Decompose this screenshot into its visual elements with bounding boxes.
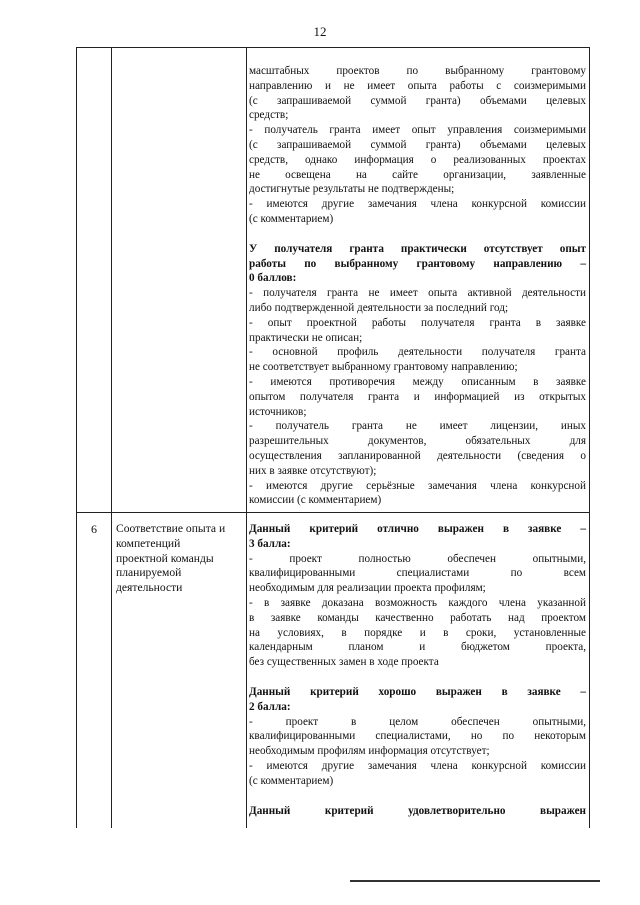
criterion-name <box>116 522 243 596</box>
criterion-line: проектной команды <box>116 551 214 565</box>
row-top-line: - основной профиль деятельности получателя гранта <box>249 346 586 359</box>
row-6-line: 2 балла: <box>249 700 291 713</box>
row-top-line: комиссии (с комментарием) <box>249 494 382 507</box>
row-top-line: направлению и не имеет опыта работы с соизмеримыми <box>249 79 586 92</box>
table-border-top <box>76 47 590 48</box>
row-6-line: необходимым профилям информация отсутствует; <box>249 745 490 758</box>
row-6-line: Данный критерий удовлетворительно выражен <box>249 804 586 817</box>
row-top-line: практически не описан; <box>249 331 363 344</box>
row-6-line: Данный критерий хорошо выражен в заявке – <box>249 685 586 698</box>
criterion-line: планируемой <box>116 566 182 580</box>
row-top-line: средств; <box>249 109 289 122</box>
row-top-line: источников; <box>249 405 307 418</box>
row-top-line: либо подтвержденной деятельности за последний год; <box>249 301 509 314</box>
page-number: 12 <box>313 24 327 39</box>
row-top-line: осуществления запланированной деятельности (сведения о <box>249 449 586 462</box>
row-top-line: достигнутые результаты не подтверждены; <box>249 183 455 196</box>
table-divider-criterion <box>246 47 247 828</box>
row-number: 6 <box>91 522 97 536</box>
row-6-line: - проект полностью обеспечен опытными, <box>249 552 586 565</box>
row-top-line: (с запрашиваемой суммой гранта) объемами целевых <box>249 94 586 107</box>
paragraph-gap <box>249 670 586 685</box>
row-6-line: необходимым для реализации проекта профилям; <box>249 582 486 595</box>
row-top-line: - имеются другие замечания члена конкурсной комиссии <box>249 198 586 211</box>
row-6-line: квалифицированными специалистами по всем <box>249 567 586 580</box>
row-top-description <box>249 64 586 508</box>
row-top-line: них в заявке отсутствуют); <box>249 464 377 477</box>
row-6-line: - в заявке доказана возможность каждого члена указанной <box>249 596 586 609</box>
row-6-line: - имеются другие замечания члена конкурсной комиссии <box>249 759 586 772</box>
row-top-line: не соответствует выбранному грантовому направлению; <box>249 361 518 374</box>
criterion-line: Соответствие опыта и <box>116 522 226 535</box>
row-6-description <box>249 522 586 818</box>
row-top-line: - получатель гранта имеет опыт управления соизмеримыми <box>249 124 586 137</box>
row-top-line: У получателя гранта практически отсутствует опыт <box>249 242 586 255</box>
row-top-line: - получатель гранта не имеет лицензии, иных <box>249 420 586 433</box>
row-6-line: квалифицированными специалистами, но по некоторым <box>249 730 586 743</box>
footer-rule <box>350 880 600 882</box>
row-top-line: средств, однако информация о реализованных проектах <box>249 153 586 166</box>
row-6-line: Данный критерий отлично выражен в заявке – <box>249 523 586 535</box>
table-border-right <box>589 47 590 828</box>
row-top-line: разрешительных документов, обязательных для <box>249 435 586 448</box>
row-top-line: (с запрашиваемой суммой гранта) объемами целевых <box>249 138 586 151</box>
criterion-line: деятельности <box>116 581 183 595</box>
criterion-line: компетенций <box>116 536 181 550</box>
table-border-left <box>76 47 77 828</box>
row-6-line: на условиях, в порядке и в сроки, установленные <box>249 626 586 639</box>
row-top-line: опытом получателя гранта и информацией из открытых <box>249 390 586 403</box>
row-6-line: - проект в целом обеспечен опытными, <box>249 715 586 728</box>
row-6-line: календарным планом и бюджетом проекта, <box>249 641 586 654</box>
row-6-line: в заявке команды качественно работать над проектом <box>249 611 586 624</box>
paragraph-gap <box>249 789 586 804</box>
row-6-line: без существенных замен в ходе проекта <box>249 656 439 669</box>
row-top-line: 0 баллов: <box>249 272 297 285</box>
row-top-line: масштабных проектов по выбранному грантовому <box>249 65 586 77</box>
row-top-line: не освещена на сайте организации, заявленные <box>249 168 586 181</box>
row-top-line: - получателя гранта не имеет опыта активной деятельности <box>249 287 586 300</box>
row-6-line: (с комментарием) <box>249 774 334 787</box>
row-divider <box>76 512 590 513</box>
paragraph-gap <box>249 227 586 242</box>
row-top-line: - опыт проектной работы получателя гранта в заявке <box>249 316 586 329</box>
row-top-line: работы по выбранному грантовому направлению – <box>249 257 586 270</box>
row-6-line: 3 балла: <box>249 537 291 550</box>
table-divider-number <box>111 47 112 828</box>
row-top-line: (с комментарием) <box>249 212 334 225</box>
row-top-line: - имеются другие серьёзные замечания члена конкурсной <box>249 479 586 492</box>
row-top-line: - имеются противоречия между описанным в заявке <box>249 375 586 388</box>
